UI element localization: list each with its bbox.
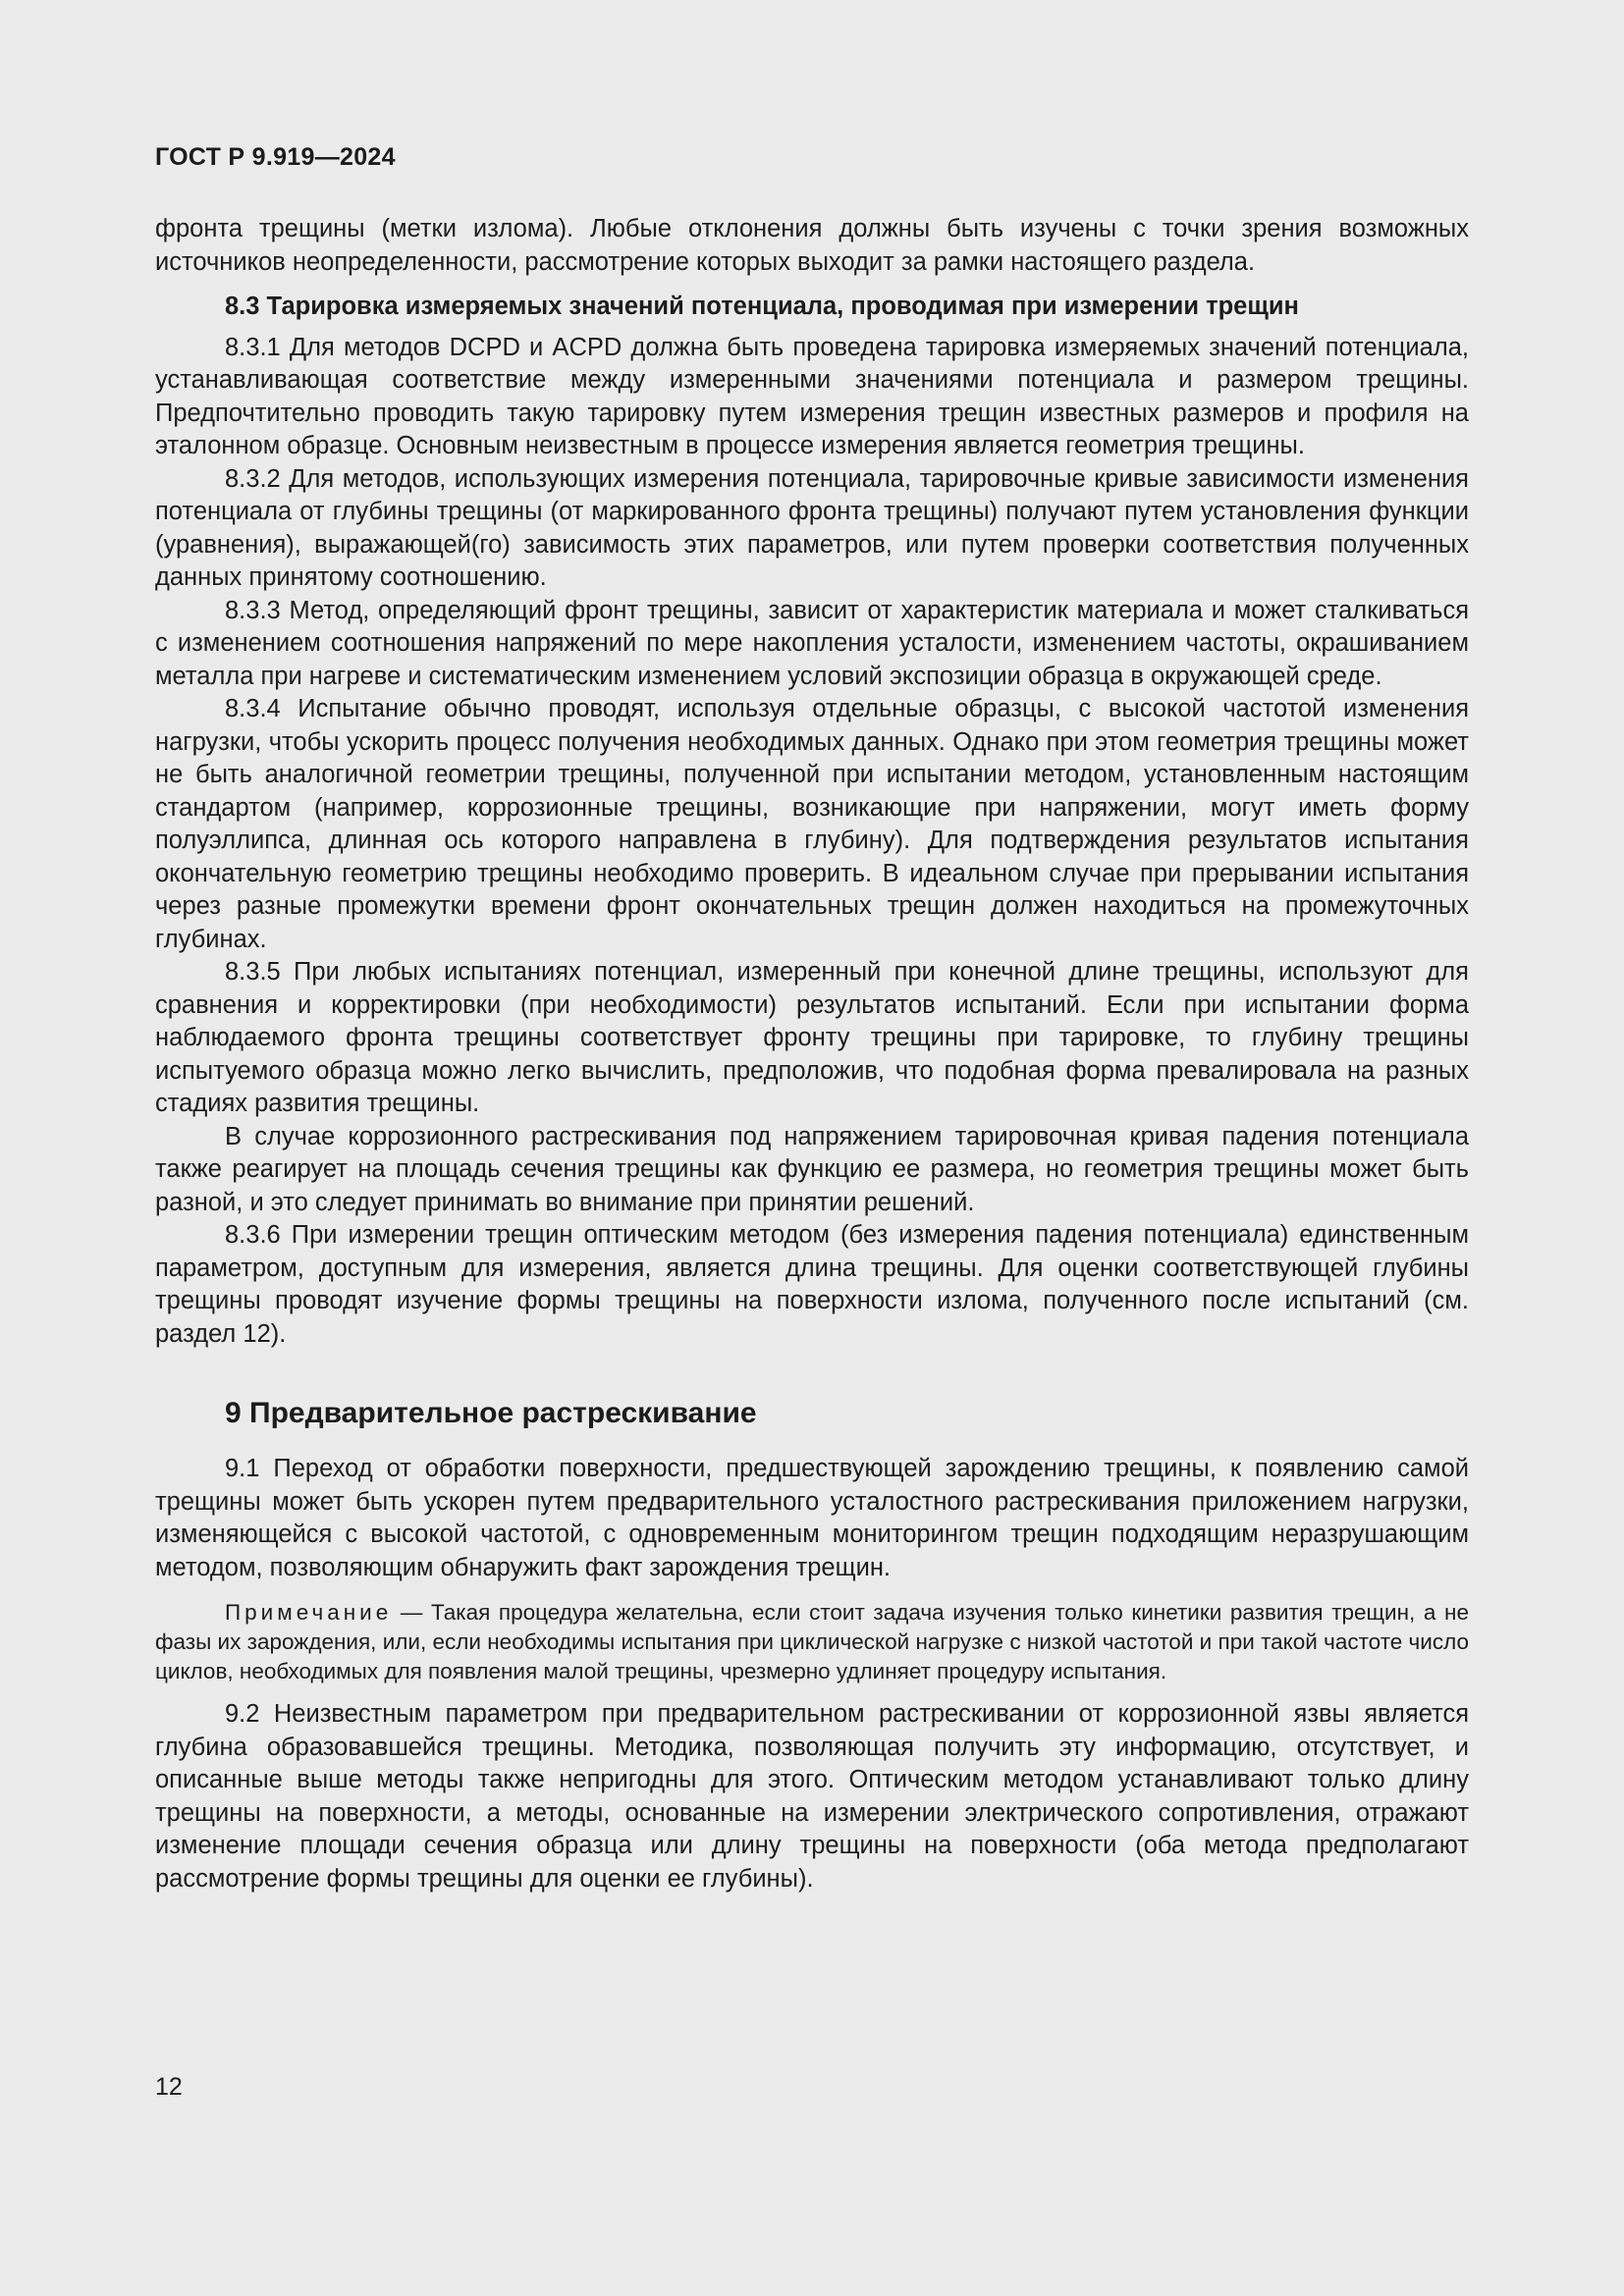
paragraph-8-3-5-continued: В случае коррозионного растрескивания под напряжением тарировочная кривая падения потенциала также реагирует на площадь сечения трещины как функцию ее размера, но геометрия трещины может быть разной, и это следует принимать во внимание при принятии решений. (155, 1122, 1469, 1216)
note-label: Примечание (225, 1600, 393, 1625)
subsection-heading-8-3: 8.3 Тарировка измеряемых значений потенциала, проводимая при измерении трещин (225, 293, 1299, 320)
paragraph-8-3-1: 8.3.1 Для методов DCPD и ACPD должна быть проведена тарировка измеряемых значений потенциала, устанавливающая соответствие между измеренными значениями потенциала и размером трещины. Предпочтительно проводить такую тарировку путем измерения трещин известных размеров и профиля на эталонном образце. Основным неизвестным в процессе измерения является геометрия трещины. (155, 333, 1469, 459)
note-text: — Такая процедура желательна, если стоит задача изучения только кинетики развития трещин, а не фазы их зарождения, или, если необходимы испытания при циклической нагрузке с низкой частотой и при такой частоте число циклов, необходимых для появления малой трещины, чрезмерно удлиняет процедуру испытания. (155, 1600, 1469, 1683)
paragraph-9-2: 9.2 Неизвестным параметром при предварительном растрескивании от коррозионной язвы является глубина образовавшейся трещины. Методика, позволяющая получить эту информацию, отсутствует, и описанные выше методы также непригодны для этого. Оптическим методом устанавливают только длину трещины на поверхности, а методы, основанные на измерении электрического сопротивления, отражают изменение площади сечения образца или длину трещины на поверхности (оба метода предполагают рассмотрение формы трещины для оценки ее глубины). (155, 1700, 1469, 1893)
page-number: 12 (155, 2073, 183, 2101)
paragraph-intro: фронта трещины (метки излома). Любые отклонения должны быть изучены с точки зрения возможных источников неопределенности, рассмотрение которых выходит за рамки настоящего раздела. (155, 215, 1469, 276)
paragraph-8-3-5: 8.3.5 При любых испытаниях потенциал, измеренный при конечной длине трещины, используют для сравнения и корректировки (при необходимости) результатов испытаний. Если при испытании форма наблюдаемого фронта трещины соответствует фронту трещины при тарировке, то глубину трещины испытуемого образца можно легко вычислить, предположив, что подобная форма превалировала на разных стадиях развития трещины. (155, 958, 1469, 1117)
paragraph-9-1: 9.1 Переход от обработки поверхности, предшествующей зарождению трещины, к появлению самой трещины может быть ускорен путем предварительного усталостного растрескивания приложением нагрузки, изменяющейся с высокой частотой, с одновременным мониторингом трещин подходящим неразрушающим методом, позволяющим обнаружить факт зарождения трещин. (155, 1455, 1469, 1581)
paragraph-8-3-6: 8.3.6 При измерении трещин оптическим методом (без измерения падения потенциала) единственным параметром, доступным для измерения, является длина трещины. Для оценки соответствующей глубины трещины проводят изучение формы трещины на поверхности излома, полученного после испытаний (см. раздел 12). (155, 1221, 1469, 1348)
paragraph-8-3-2: 8.3.2 Для методов, использующих измерения потенциала, тарировочные кривые зависимости изменения потенциала от глубины трещины (от маркированного фронта трещины) получают путем установления функции (уравнения), выражающей(го) зависимость этих параметров, или путем проверки соответствия полученных данных принятому соотношению. (155, 464, 1469, 591)
document-page (155, 145, 1469, 1896)
paragraph-8-3-4: 8.3.4 Испытание обычно проводят, используя отдельные образцы, с высокой частотой изменения нагрузки, чтобы ускорить процесс получения необходимых данных. Однако при этом геометрия трещины может не быть аналогичной геометрии трещины, полученной при испытании методом, установленным настоящим стандартом (например, коррозионные трещины, возникающие при напряжении, могут иметь форму полуэллипса, длинная ось которого направлена в глубину). Для подтверждения результатов испытания окончательную геометрию трещины необходимо проверить. В идеальном случае при прерывании испытания через разные промежутки времени фронт окончательных трещин должен находиться на промежуточных глубинах. (155, 695, 1469, 953)
note-block (155, 1598, 1469, 1686)
document-header: ГОСТ Р 9.919—2024 (155, 143, 396, 171)
section-heading-9: 9 Предварительное растрескивание (225, 1397, 757, 1429)
paragraph-8-3-3: 8.3.3 Метод, определяющий фронт трещины, зависит от характеристик материала и может сталкиваться с изменением соотношения напряжений по мере накопления усталости, изменением частоты, окрашиванием металла при нагреве и систематическим изменением условий экспозиции образца в окружающей среде. (155, 596, 1469, 690)
